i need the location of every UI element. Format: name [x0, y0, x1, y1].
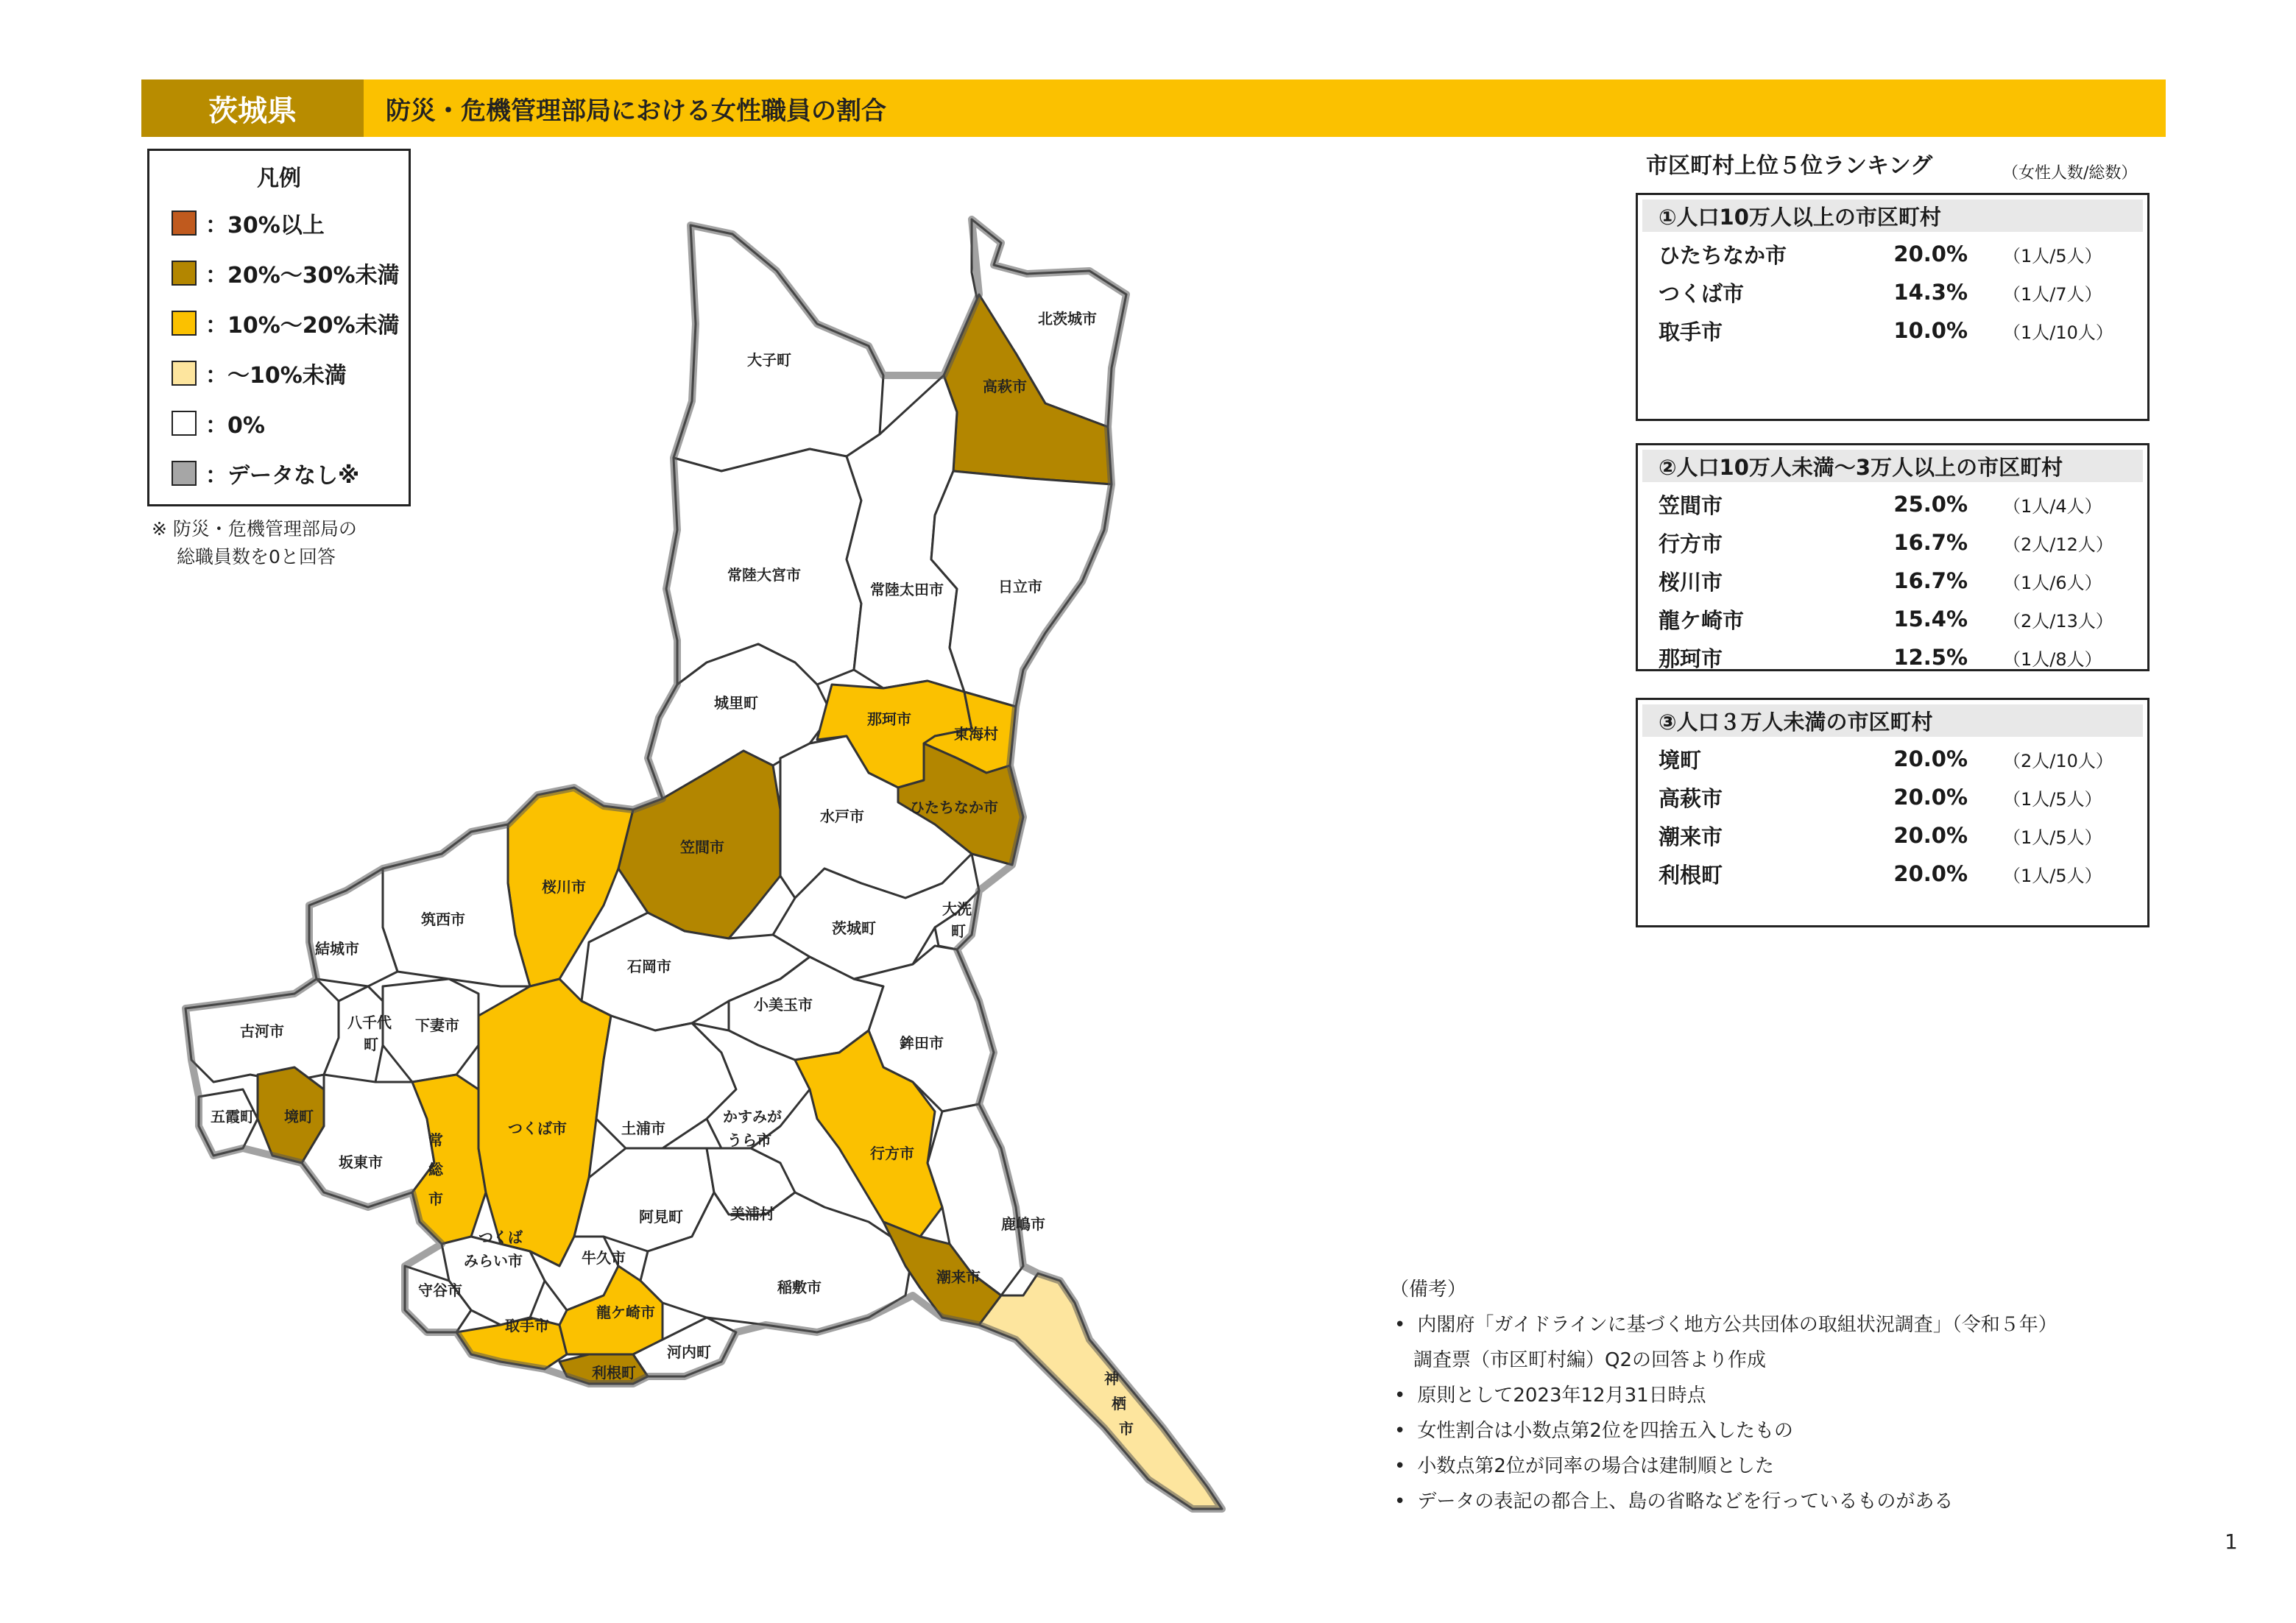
ranking-pct: 20.0%	[1893, 785, 1968, 810]
legend-label: ：10%～20%未満	[205, 313, 400, 339]
prefecture-label: 茨城県	[141, 79, 364, 137]
label-koga: 古河市	[240, 1022, 284, 1040]
legend-swatch	[172, 461, 197, 486]
label-hitachi: 日立市	[998, 578, 1042, 595]
ranking-row	[1638, 740, 2147, 778]
label-shimotsuma: 下妻市	[415, 1016, 459, 1034]
label-kasumigaura-1: かすみが	[723, 1108, 782, 1125]
ranking-pct: 20.0%	[1893, 823, 1968, 848]
legend-note-line1: ※ 防災・危機管理部局の	[152, 518, 357, 540]
ranking-row	[1638, 855, 2147, 893]
ranking-pct: 10.0%	[1893, 318, 1968, 343]
legend-label: ：20%～30%未満	[205, 263, 400, 289]
ranking-count: （1人/5人）	[2003, 245, 2102, 266]
ranking-name: 境町	[1659, 747, 1702, 773]
legend-item	[149, 198, 409, 248]
label-kamisu-1: 神	[1104, 1370, 1119, 1387]
ranking-name: 那珂市	[1659, 646, 1723, 671]
ranking-row	[1638, 600, 2147, 638]
ranking-name: 笠間市	[1659, 492, 1723, 518]
label-mito: 水戸市	[820, 807, 864, 825]
label-oarai-2: 町	[951, 922, 966, 940]
page-title: 防災・危機管理部局における女性職員の割合	[386, 96, 886, 126]
label-kasama: 笠間市	[680, 838, 724, 856]
label-ibarakimachi: 茨城町	[832, 919, 876, 937]
ranking-name: 取手市	[1659, 319, 1723, 344]
ranking-count: （1人/7人）	[2003, 283, 2102, 305]
label-oarai-1: 大洗	[942, 900, 972, 918]
ranking-row	[1638, 485, 2147, 523]
label-sakuragawa: 桜川市	[542, 878, 586, 896]
legend-label: ：～10%未満	[205, 363, 347, 389]
label-yachiyo-1: 八千代	[347, 1014, 392, 1031]
legend-note-line2: 総職員数を0と回答	[177, 546, 336, 567]
label-moriya: 守谷市	[418, 1281, 462, 1299]
label-hitachinaka: ひたちなか市	[910, 799, 998, 816]
ranking-row	[1638, 311, 2147, 350]
ranking-name: 行方市	[1659, 531, 1723, 556]
legend-item	[149, 398, 409, 448]
ranking-row	[1638, 816, 2147, 855]
ranking-group-3	[1636, 698, 2150, 927]
ranking-pct: 20.0%	[1893, 861, 1968, 886]
ranking-name: 龍ケ崎市	[1659, 607, 1745, 633]
label-kawachi: 河内町	[667, 1343, 711, 1361]
label-kamisu-2: 栖	[1112, 1395, 1126, 1412]
legend-swatch	[172, 311, 197, 336]
label-mirai-1: つくば	[478, 1228, 523, 1246]
label-joso-3: 市	[428, 1190, 443, 1208]
note-item-continuation: 調査票（市区町村編）Q2の回答より作成	[1413, 1349, 1767, 1371]
label-inashiki: 稲敷市	[777, 1279, 822, 1296]
label-hokota: 鉾田市	[900, 1034, 944, 1052]
label-tone: 利根町	[592, 1364, 636, 1382]
ranking-pct: 12.5%	[1893, 645, 1968, 670]
ranking-name: 潮来市	[1659, 824, 1723, 849]
label-sakai: 境町	[284, 1108, 314, 1125]
ranking-unit: （女性人数/総数）	[2002, 164, 2138, 183]
ranking-name: 桜川市	[1659, 569, 1723, 595]
label-naka: 那珂市	[867, 710, 911, 728]
ranking-pct: 25.0%	[1893, 492, 1968, 517]
legend-swatch	[172, 361, 197, 386]
ranking-row	[1638, 638, 2147, 676]
label-daigo: 大子町	[747, 351, 791, 369]
label-goka: 五霞町	[211, 1108, 255, 1125]
ranking-group-1	[1636, 193, 2150, 421]
ranking-pct: 16.7%	[1893, 568, 1968, 593]
ranking-name: 高萩市	[1659, 785, 1723, 811]
ranking-name: ひたちなか市	[1659, 242, 1787, 268]
label-ushiku: 牛久市	[582, 1249, 626, 1267]
region-chikusei	[383, 824, 530, 986]
label-tsuchiura: 土浦市	[621, 1120, 665, 1137]
region-kamisu	[979, 1273, 1222, 1509]
note-item: • 女性割合は小数点第2位を四捨五入したもの	[1390, 1413, 2057, 1449]
ranking-group-2	[1636, 443, 2150, 671]
ranking-count: （2人/10人）	[2003, 750, 2113, 771]
label-hitachiota: 常陸太田市	[870, 581, 944, 598]
label-tsukuba: つくば市	[508, 1120, 567, 1137]
page-number: 1	[2225, 1530, 2238, 1554]
ranking-count: （1人/5人）	[2003, 788, 2102, 810]
notes-title: （備考）	[1390, 1279, 1467, 1301]
legend-note	[152, 515, 357, 571]
ranking-count: （1人/6人）	[2003, 572, 2102, 593]
legend-label: ：30%以上	[205, 213, 325, 238]
label-omitama: 小美玉市	[754, 996, 813, 1014]
note-item: • 小数点第2位が同率の場合は建制順とした	[1390, 1449, 2057, 1484]
label-mirai-2: みらい市	[464, 1252, 523, 1270]
ranking-pct: 14.3%	[1893, 280, 1968, 305]
note-item: • 内閣府「ガイドラインに基づく地方公共団体の取組状況調査」（令和５年）	[1390, 1307, 2057, 1343]
label-hitachiomiya: 常陸大宮市	[727, 566, 801, 584]
region-daigo	[674, 225, 883, 471]
ranking-row	[1638, 523, 2147, 562]
ranking-name: 利根町	[1659, 862, 1723, 888]
ranking-row	[1638, 778, 2147, 816]
legend-item	[149, 448, 409, 498]
label-joso-2: 総	[428, 1161, 443, 1178]
ranking-row	[1638, 235, 2147, 273]
label-ishioka: 石岡市	[627, 958, 671, 975]
label-ryugasaki: 龍ケ崎市	[596, 1304, 655, 1321]
label-namegata: 行方市	[870, 1145, 914, 1162]
label-shirosato: 城里町	[714, 694, 758, 712]
notes-block	[1390, 1272, 2057, 1519]
ranking-pct: 15.4%	[1893, 607, 1968, 632]
label-kashima: 鹿嶋市	[1001, 1215, 1045, 1233]
label-kasumigaura-2: うら市	[727, 1131, 771, 1149]
ranking-row	[1638, 273, 2147, 311]
ranking-count: （1人/10人）	[2003, 322, 2113, 343]
label-toride: 取手市	[505, 1317, 549, 1334]
ranking-count: （2人/13人）	[2003, 610, 2113, 632]
legend-item	[149, 298, 409, 348]
legend-label: ：データなし※	[205, 463, 360, 489]
legend-item	[149, 348, 409, 398]
ranking-name: つくば市	[1659, 280, 1745, 306]
ranking-count: （2人/12人）	[2003, 534, 2113, 555]
label-yachiyo-2: 町	[364, 1036, 378, 1053]
ranking-pct: 16.7%	[1893, 530, 1968, 555]
label-joso-1: 常	[428, 1131, 443, 1149]
note-item: • 原則として2023年12月31日時点	[1390, 1378, 2057, 1413]
ranking-group-heading: ③人口３万人未満の市区町村	[1642, 704, 2143, 737]
label-bando: 坂東市	[339, 1153, 383, 1171]
ranking-count: （1人/8人）	[2003, 648, 2102, 670]
ranking-group-heading: ②人口10万人未満～3万人以上の市区町村	[1642, 450, 2143, 482]
ranking-row	[1638, 562, 2147, 600]
label-kamisu-3: 市	[1119, 1420, 1134, 1438]
legend-box	[147, 149, 411, 506]
ranking-count: （1人/5人）	[2003, 827, 2102, 848]
legend-item	[149, 248, 409, 298]
ranking-title: 市区町村上位５位ランキング	[1646, 153, 1933, 179]
legend-swatch	[172, 411, 197, 436]
legend-title: 凡例	[257, 166, 301, 191]
ranking-count: （1人/5人）	[2003, 865, 2102, 886]
ranking-count: （1人/4人）	[2003, 495, 2102, 517]
ranking-group-heading: ①人口10万人以上の市区町村	[1642, 199, 2143, 232]
label-itako: 潮来市	[936, 1268, 981, 1286]
ranking-pct: 20.0%	[1893, 241, 1968, 266]
label-miho: 美浦村	[730, 1205, 774, 1223]
label-yuki: 結城市	[315, 940, 359, 958]
legend-swatch	[172, 211, 197, 236]
label-chikusei: 筑西市	[421, 910, 465, 928]
label-kitaibaraki: 北茨城市	[1038, 310, 1097, 328]
label-takahagi: 高萩市	[983, 378, 1027, 395]
legend-label: ：0%	[205, 413, 265, 439]
note-item: • データの表記の都合上、島の省略などを行っているものがある	[1390, 1484, 2057, 1519]
label-tokai: 東海村	[954, 725, 998, 743]
label-ami: 阿見町	[639, 1208, 683, 1226]
ranking-pct: 20.0%	[1893, 746, 1968, 771]
legend-swatch	[172, 261, 197, 286]
